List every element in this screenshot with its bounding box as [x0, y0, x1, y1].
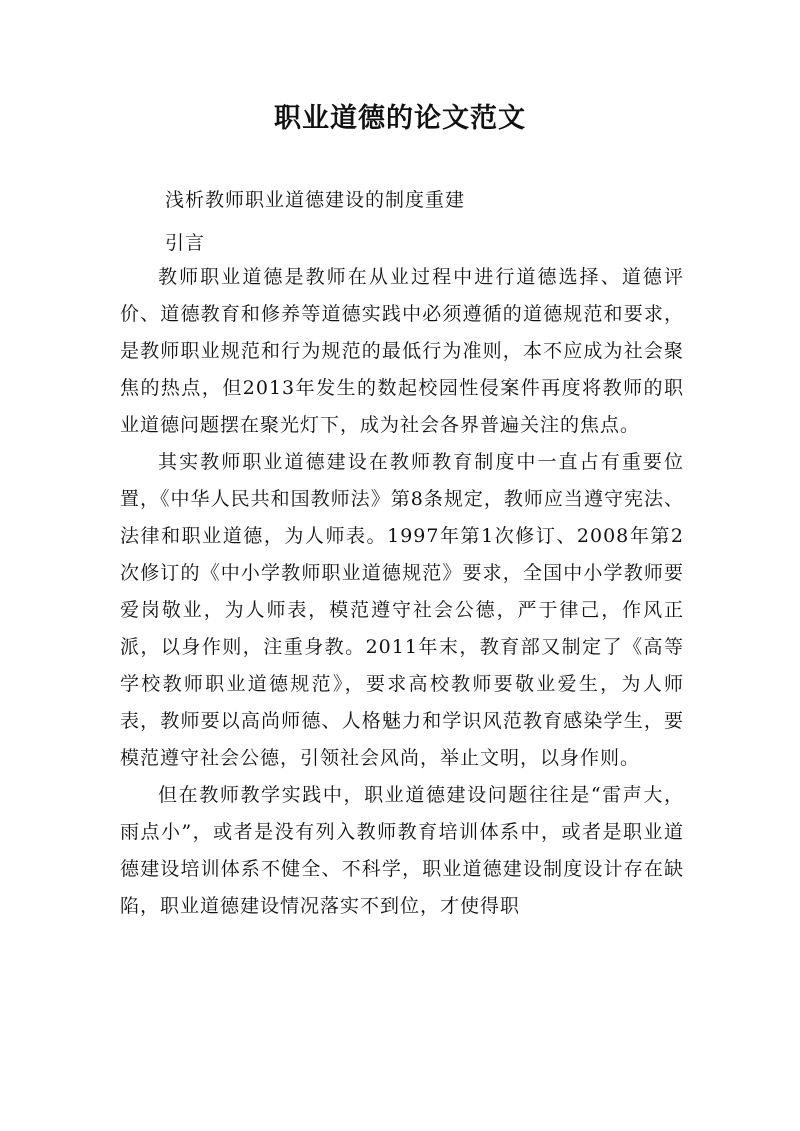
article-body — [120, 259, 684, 925]
paragraph: 教师职业道德是教师在从业过程中进行道德选择、道德评价、道德教育和修养等道德实践中必须遵循的道德规范和要求，是教师职业规范和行为规范的最低行为准则，本不应成为社会聚焦的热点，但2013年发生的数起校园性侵案件再度将教师的职业道德问题摆在聚光灯下，成为社会各界普遍关注的焦点。 — [120, 266, 684, 436]
article-subtitle: 浅析教师职业道德建设的制度重建 — [165, 189, 466, 211]
paragraph: 但在教师教学实践中，职业道德建设问题往往是“雷声大，雨点小”，或者是没有列入教师教育培训体系中，或者是职业道德建设培训体系不健全、不科学，职业道德建设制度设计存在缺陷，职业道德建设情况落实不到位，才使得职 — [120, 784, 684, 917]
paragraph: 其实教师职业道德建设在教师教育制度中一直占有重要位置，《中华人民共和国教师法》第8条规定，教师应当遵守宪法、法律和职业道德，为人师表。1997年第1次修订、2008年第2次修订的《中小学教师职业道德规范》要求，全国中小学教师要爱岗敬业，为人师表，模范遵守社会公德，严于律己，作风正派，以身作则，注重身教。2011年末，教育部又制定了《高等学校教师职业道德规范》，要求高校教师要敬业爱生，为人师表，教师要以高尚师德、人格魅力和学识风范教育感染学生，要模范遵守社会公德，引领社会风尚，举止文明，以身作则。 — [120, 451, 684, 769]
document-title: 职业道德的论文范文 — [274, 103, 526, 134]
section-heading: 引言 — [165, 232, 206, 254]
